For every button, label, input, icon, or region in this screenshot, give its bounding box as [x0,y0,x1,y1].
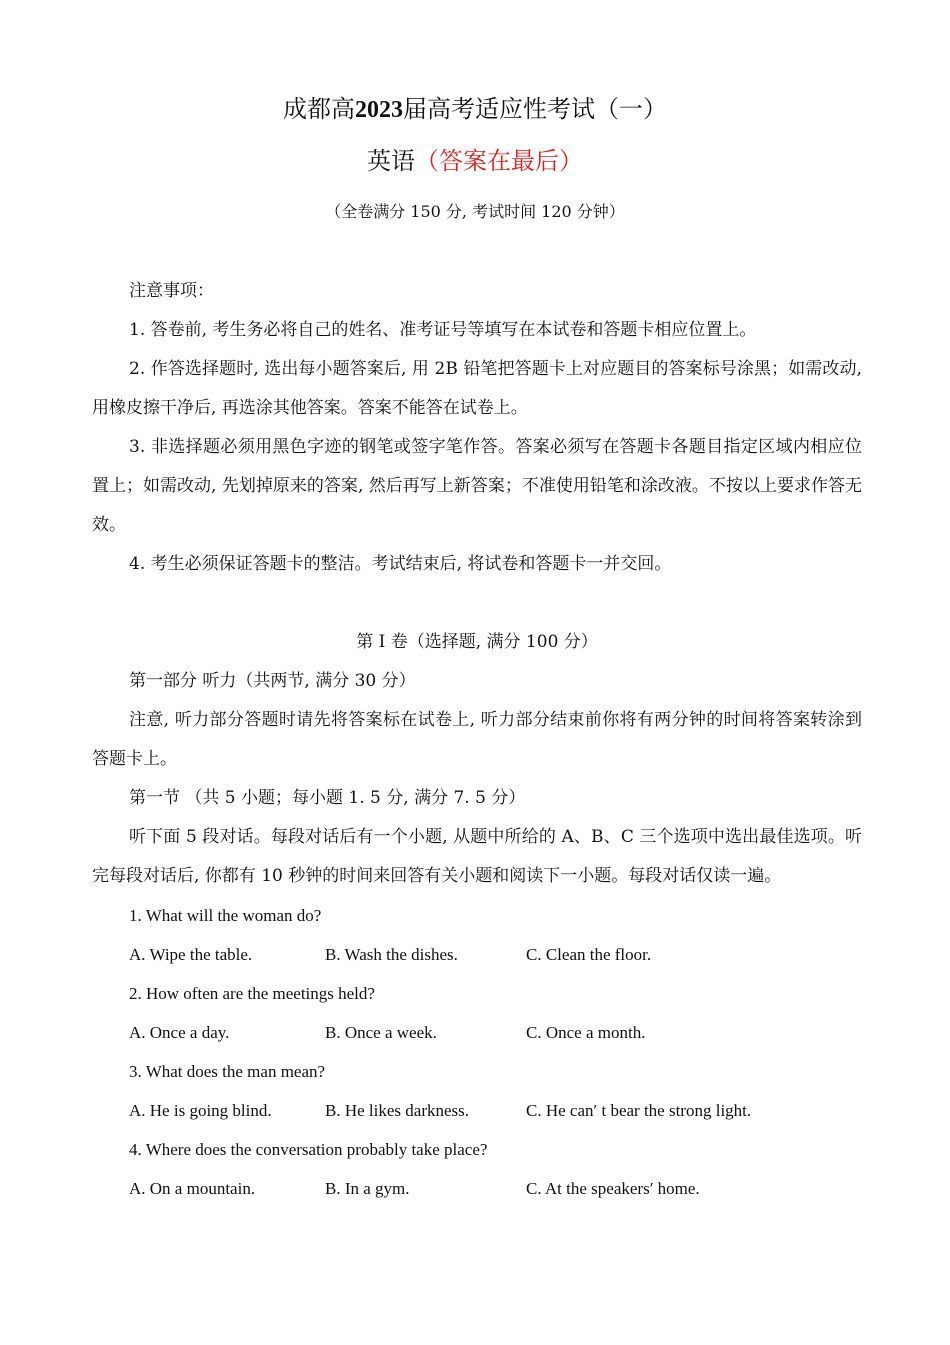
title-suffix: 届高考适应性考试（一） [403,95,667,123]
listening-instructions: 听下面 5 段对话。每段对话后有一个小题, 从题中所给的 A、B、C 三个选项中选出最佳选项。听完每段对话后, 你都有 10 秒钟的时间来回答有关小题和阅读下一小题。每段对话仅读一遍。 [92,827,862,886]
option-c: C. Clean the floor. [526,945,652,964]
option-a: A. Wipe the table. [129,945,253,964]
option-c: C. Once a month. [526,1023,646,1042]
title-prefix: 成都高 [283,95,355,123]
option-c: C. He can′ t bear the strong light. [526,1101,752,1120]
question-stem: 4. Where does the conversation probably take place? [129,1140,488,1159]
question-stem: 2. How often are the meetings held? [129,984,375,1003]
question-options [92,935,862,974]
option-a: A. Once a day. [129,1023,230,1042]
exam-meta: （全卷满分 150 分, 考试时间 120 分钟） [325,202,625,221]
subject-name: 英语 [367,147,415,175]
question-stem: 1. What will the woman do? [129,906,322,925]
option-b: B. Once a week. [325,1023,437,1042]
option-b: B. Wash the dishes. [325,945,458,964]
option-b: B. He likes darkness. [325,1101,470,1120]
title-year: 2023 [355,97,403,123]
notice-heading: 注意事项： [129,281,214,301]
notice-item-2: 2. 作答选择题时, 选出每小题答案后, 用 2B 铅笔把答题卡上对应题目的答案标号涂黑；如需改动, 用橡皮擦干净后, 再选涂其他答案。答案不能答在试卷上。 [92,359,862,418]
answer-note: （答案在最后） [415,147,583,175]
volume-title: 第 I 卷（选择题, 满分 100 分） [356,632,598,652]
option-a: A. On a mountain. [129,1179,256,1198]
question-options [92,1091,862,1130]
option-b: B. In a gym. [325,1179,410,1198]
part-note: 注意, 听力部分答题时请先将答案标在试卷上, 听力部分结束前你将有两分钟的时间将答案转涂到答题卡上。 [92,710,862,769]
question-options [92,1169,862,1208]
option-a: A. He is going blind. [129,1101,272,1120]
section-spacer [92,584,862,623]
option-c: C. At the speakers′ home. [526,1179,700,1198]
notice-item-1: 1. 答卷前, 考生务必将自己的姓名、准考证号等填写在本试卷和答题卡相应位置上。 [129,320,757,340]
subject-line [0,143,950,179]
question-stem: 3. What does the man mean? [129,1062,326,1081]
exam-title [0,92,950,127]
subsection-title: 第一节 （共 5 小题；每小题 1. 5 分, 满分 7. 5 分） [129,788,526,808]
part-title: 第一部分 听力（共两节, 满分 30 分） [129,671,416,691]
notice-item-4: 4. 考生必须保证答题卡的整洁。考试结束后, 将试卷和答题卡一并交回。 [129,554,672,574]
exam-body [92,272,862,1208]
question-options [92,1013,862,1052]
notice-item-3: 3. 非选择题必须用黑色字迹的钢笔或签字笔作答。答案必须写在答题卡各题目指定区域内相应位置上；如需改动, 先划掉原来的答案, 然后再写上新答案；不准使用铅笔和涂改液。不按以上要求作答无效。 [92,437,862,535]
